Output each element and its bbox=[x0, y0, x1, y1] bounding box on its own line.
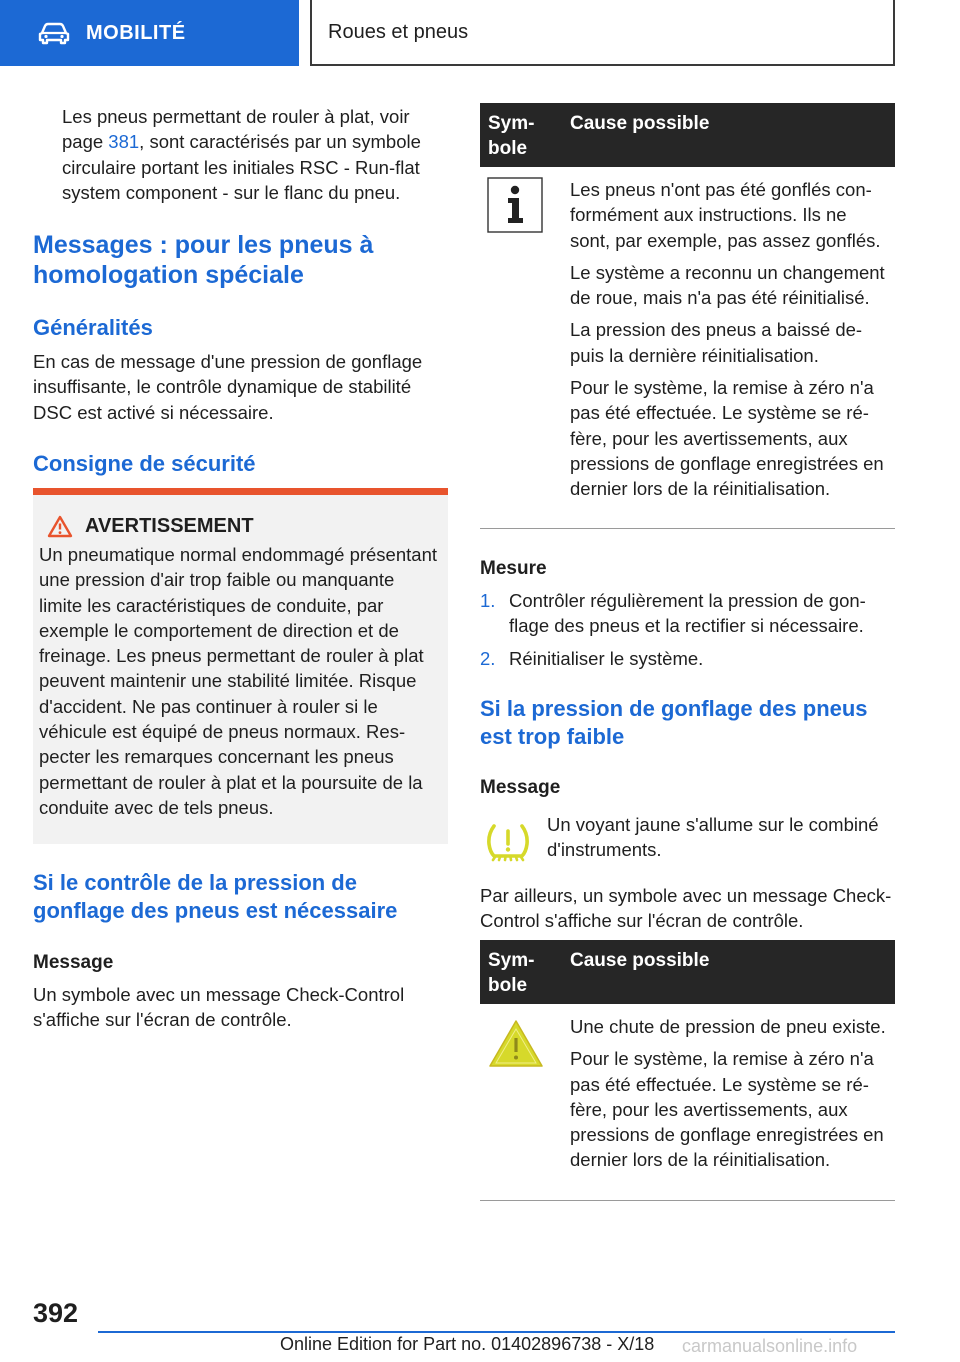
page-number: 392 bbox=[33, 1298, 79, 1328]
col-symbol-header: Symbole bbox=[488, 950, 535, 996]
heading-message-right: Message bbox=[480, 777, 561, 798]
voyant-paragraph: Un voyant jaune s'allume sur le combiné d'instruments. bbox=[547, 814, 879, 861]
step-text: Réinitialiser le système. bbox=[509, 647, 704, 669]
table-row bbox=[480, 167, 895, 529]
section-title: MOBILITÉ bbox=[86, 21, 186, 44]
col-cause-header: Cause possible bbox=[570, 950, 710, 971]
heading-consigne: Consigne de sécurité bbox=[33, 451, 256, 476]
steps-list bbox=[480, 588, 890, 678]
col-cause-header: Cause possible bbox=[570, 113, 710, 134]
heading-message-left: Message bbox=[33, 952, 114, 973]
chapter-title-text: Roues et pneus bbox=[328, 20, 469, 43]
list-item bbox=[480, 646, 890, 671]
cause-item: Pour le système, la remise à zéro n'a pas été effectuée. Le système se réfère, pour les avertissements, aux pressions de gonflage enregistrées en dernier lors de la réinitialisation. bbox=[570, 377, 884, 500]
cause-item: Le système a reconnu un changement de roue, mais n'a pas été réinitialisé. bbox=[570, 261, 885, 309]
cause-table-1 bbox=[480, 103, 895, 529]
intro-text-end: , sont caractérisés par un symbole circulaire portant les initiales RSC - Run-flat system component - sur le flanc du pneu. bbox=[62, 131, 421, 203]
table-header bbox=[480, 103, 895, 167]
chapter-title bbox=[310, 0, 895, 66]
heading-generalites: Généralités bbox=[33, 315, 153, 340]
message-paragraph-left: Un symbole avec un message Check-Control s'affiche sur l'écran de contrôle. bbox=[33, 984, 405, 1031]
cause-cell bbox=[560, 167, 895, 528]
tire-pressure-warning-icon bbox=[484, 818, 532, 866]
cause-item: Les pneus n'ont pas été gonflés conformément aux instructions. Ils ne sont, par exemple, pas assez gonflés. bbox=[570, 179, 881, 251]
generalites-paragraph: En cas de message d'une pression de gonflage insuffisante, le contrôle dynamique de stabilité DSC est activé si nécessaire. bbox=[33, 351, 423, 423]
symbol-cell bbox=[480, 1004, 560, 1200]
warning-triangle-icon bbox=[47, 515, 73, 538]
cause-cell bbox=[560, 1004, 895, 1200]
step-number: 1. bbox=[480, 590, 496, 611]
col-symbol-header: Symbole bbox=[488, 113, 535, 159]
warning-title-text: AVERTISSEMENT bbox=[85, 515, 254, 537]
footer-divider bbox=[98, 1331, 895, 1333]
intro-paragraph bbox=[62, 104, 442, 205]
cause-item: La pression des pneus a baissé depuis la dernière réinitialisation. bbox=[570, 319, 863, 366]
section-tab[interactable] bbox=[0, 0, 299, 66]
heading-controle: Si le contrôle de la pression de gonflage des pneus est nécessaire bbox=[33, 870, 398, 923]
intro-text: Les pneus permettant de rouler à plat, voir page bbox=[62, 106, 410, 153]
cause-table-2 bbox=[480, 940, 895, 1201]
heading-faible: Si la pression de gonflage des pneus est trop faible bbox=[480, 696, 868, 749]
list-item bbox=[480, 588, 890, 639]
footer-edition: Online Edition for Part no. 01402896738 - X/18 bbox=[280, 1334, 655, 1354]
table-row bbox=[480, 1004, 895, 1201]
heading-messages: Messages : pour les pneus à homologation spéciale bbox=[33, 231, 374, 289]
symbol-cell bbox=[480, 167, 560, 528]
cause-item: Pour le système, la remise à zéro n'a pas été effectuée. Le système se réfère, pour les avertissements, aux pressions de gonflage enregistrées en dernier lors de la réinitialisation. bbox=[570, 1048, 884, 1171]
car-icon bbox=[38, 21, 70, 45]
step-text: Contrôler régulièrement la pression de gonflage des pneus et la rectifier si nécessaire. bbox=[509, 590, 866, 637]
warning-text: Un pneumatique normal endommagé présentant une pression d'air trop faible ou manquante limite les caractéristiques de conduite, par exemple le comportement de direction et de freinage. Les pneus permettant de rouler à plat peuvent maintenir une stabilité limitée. Risque d'accident. Ne pas continuer à rouler si le véhicule est équipé de pneus normaux. Respecter les remarques concernant les pneus permettant de rouler à plat et la poursuite de la conduite avec de tels pneus. bbox=[39, 544, 437, 818]
page-link[interactable]: 381 bbox=[108, 131, 140, 153]
info-icon bbox=[487, 177, 543, 233]
watermark: carmanualsonline.info bbox=[682, 1336, 858, 1356]
cause-item: Une chute de pression de pneu existe. bbox=[570, 1016, 886, 1037]
ailleurs-paragraph: Par ailleurs, un symbole avec un message Check-Control s'affiche sur l'écran de contrôle. bbox=[480, 885, 892, 932]
heading-mesure: Mesure bbox=[480, 558, 547, 579]
table-header bbox=[480, 940, 895, 1004]
step-number: 2. bbox=[480, 647, 496, 669]
warning-title bbox=[39, 515, 440, 538]
yellow-warning-triangle-icon bbox=[487, 1018, 545, 1070]
warning-box bbox=[33, 488, 448, 844]
